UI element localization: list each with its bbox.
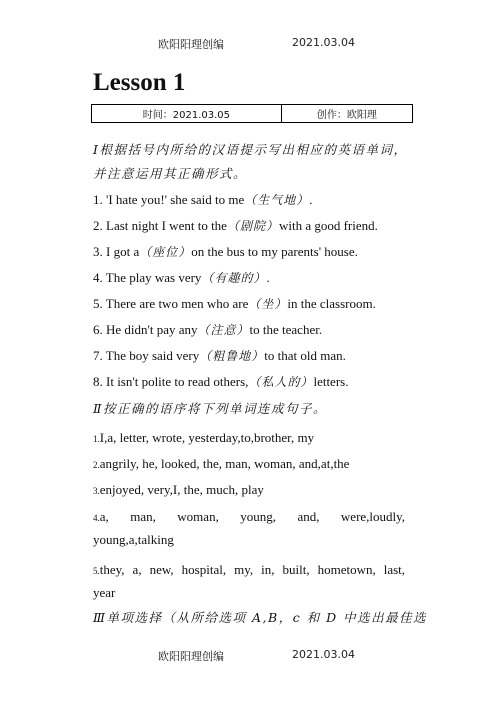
meta-table: [91, 104, 413, 123]
exercise-item: 6. He didn't pay any（注意）to the teacher.: [93, 322, 323, 337]
section1-heading-line1: Ⅰ根据括号内所给的汉语提示写出相应的英语单词，: [93, 142, 408, 157]
section1-heading-line2: 并注意运用其正确形式。: [93, 166, 248, 181]
lesson-title: Lesson 1: [93, 69, 186, 96]
sentence-continuation: young,a,talking: [93, 532, 174, 547]
exercise-item: 5. There are two men who are（坐）in the classroom.: [93, 296, 376, 311]
exercise-item: 2. Last night I went to the（剧院）with a good friend.: [93, 218, 378, 233]
header-author: 欧阳阳理创编: [158, 38, 224, 51]
sentence-item: 5.they, a, new, hospital, my, in, built, hometown, last,: [93, 562, 406, 577]
meta-time: 时间：2021.03.05: [92, 105, 282, 123]
hint-text: （坐）: [248, 297, 288, 311]
header-date: 2021.03.04: [292, 36, 355, 49]
sentence-item: 3.enjoyed, very,I, the, much, play: [93, 482, 264, 497]
section3-heading: Ⅲ单项选择（从所给选项 A,B，c 和 D 中选出最佳选: [93, 610, 428, 625]
exercise-item: 1. 'I hate you!' she said to me（生气地）.: [93, 192, 313, 207]
footer-date: 2021.03.04: [292, 648, 355, 661]
section2-heading: Ⅱ按正确的语序将下列单词连成句子。: [93, 401, 327, 416]
hint-text: （生气地）: [244, 193, 310, 207]
sentence-item: 2.angrily, he, looked, the, man, woman, and,at,the: [93, 456, 350, 471]
meta-author: 创作：欧阳理: [281, 105, 412, 123]
hint-text: （注意）: [197, 323, 250, 337]
exercise-item: 8. It isn't polite to read others,（私人的）letters.: [93, 374, 349, 389]
sentence-item: 1.I,a, letter, wrote, yesterday,to,brother, my: [93, 430, 315, 445]
hint-text: （座位）: [139, 245, 192, 259]
exercise-item: 3. I got a（座位）on the bus to my parents' house.: [93, 244, 358, 259]
hint-text: （剧院）: [226, 219, 279, 233]
footer-author: 欧阳阳理创编: [158, 650, 224, 663]
sentence-continuation: year: [93, 585, 116, 600]
exercise-item: 7. The boy said very（粗鲁地）to that old man.: [93, 348, 346, 363]
hint-text: （有趣的）: [201, 271, 267, 285]
exercise-item: 4. The play was very（有趣的）.: [93, 270, 270, 285]
hint-text: （粗鲁地）: [199, 349, 265, 363]
sentence-item: 4.a, man, woman, young, and, were,loudly,: [93, 509, 406, 524]
hint-text: （私人的）: [248, 375, 314, 389]
